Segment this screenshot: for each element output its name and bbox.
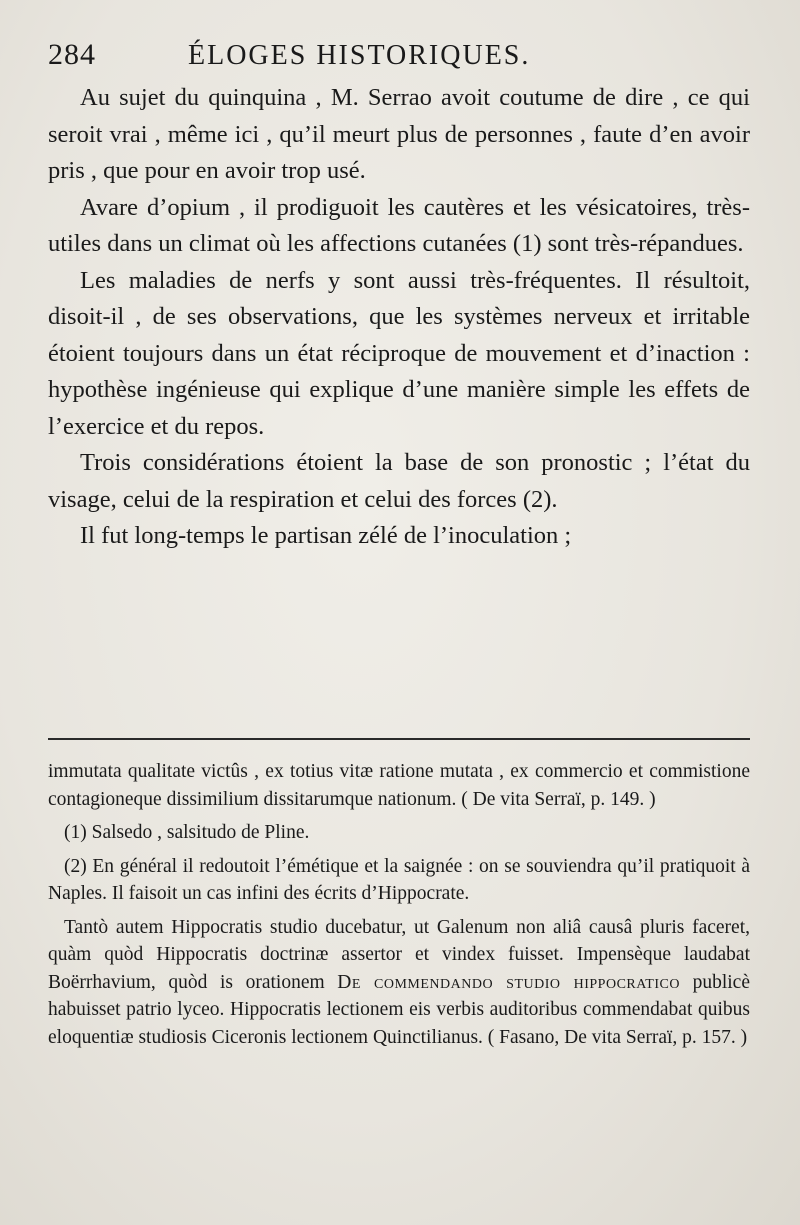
paragraph-quinquina: Au sujet du quinquina , M. Serrao avoit coutume de dire , ce qui seroit vrai , même ici , qu’il meurt plus de personnes , faute d’en avoir pris , que pour en avoir trop usé. — [48, 84, 750, 184]
main-text — [48, 80, 750, 555]
paragraph-opium: Avare d’opium , il prodiguoit les cautères et les vésicatoires, très-utiles dans un climat où les affections cutanées (1) sont très-répandues. — [48, 193, 750, 257]
latin-text-b: publicè habuisset patrio lyceo. Hippocratis lectionem eis verbis auditoribus commendabat quibus eloquentiæ studiosis Ciceronis lectionem Quinctilianus. ( Fasano, De vita Serraï, p. 157. ) — [48, 971, 750, 1048]
paragraph-pronostic: Trois considérations étoient la base de son pronostic ; l’état du visage, celui de la respiration et celui des forces (2). — [48, 449, 750, 513]
latin-text-a: Tantò autem Hippocratis studio ducebatur, ut Galenum non aliâ causâ pluris faceret, quàm quòd Hippocratis doctrinæ assertor et vindex fuisset. Impensèque laudabat Boërrhavium, quòd is orationem — [48, 916, 750, 993]
footnote-2: (2) En général il redoutoit l’émétique et la saignée : on se souviendra qu’il pratiquoit à Naples. Il faisoit un cas infini des écrits d’Hippocrate. — [48, 855, 750, 904]
latin-title-smallcaps: De commendando studio hippocratico — [337, 971, 680, 993]
footnotes — [48, 758, 750, 1051]
footnote-2-latin — [48, 914, 750, 1052]
footnote-1: (1) Salsedo , salsitudo de Pline. — [64, 822, 310, 843]
paragraph-inoculation: Il fut long-temps le partisan zélé de l’inoculation ; — [80, 522, 572, 549]
page-header — [48, 38, 748, 78]
footnote-rule — [48, 738, 750, 740]
running-head: ÉLOGES HISTORIQUES. — [188, 40, 531, 71]
paragraph-nerfs: Les maladies de nerfs y sont aussi très-fréquentes. Il résultoit, disoit-il , de ses observations, que les systèmes nerveux et irritable étoient toujours dans un état réciproque de mouvement et d’inaction : hypothèse ingénieuse qui explique d’une manière simple les effets de l’exercice et du repos. — [48, 266, 750, 440]
footnote-continuation: immutata qualitate victûs , ex totius vitæ ratione mutata , ex commercio et commistione contagioneque dissimilium dissitarumque nationum. ( De vita Serraï, p. 149. ) — [48, 761, 750, 810]
page-number: 284 — [48, 38, 96, 71]
